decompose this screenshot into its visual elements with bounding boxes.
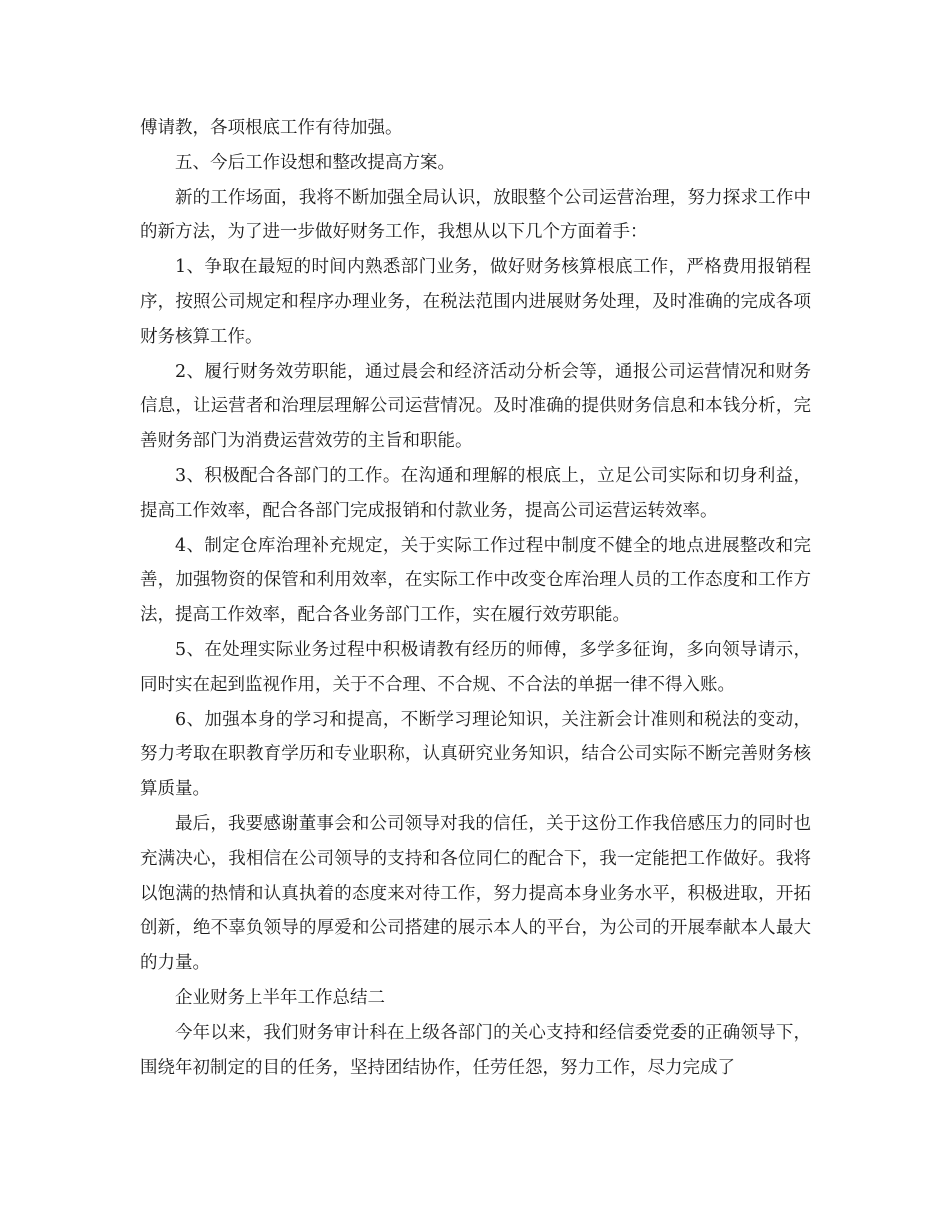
paragraph-closing: 最后，我要感谢董事会和公司领导对我的信任，关于这份工作我倍感压力的同时也充满决心，我相信在公司领导的支持和各位同仁的配合下，我一定能把工作做好。我将以饱满的热情和认真执着的态度来对待工作，努力提高本身业务水平，积极进取，开拓创新，绝不辜负领导的厚爱和公司搭建的展示本人的平台，为公司的开展奉献本人最大的力量。 (140, 813, 811, 974)
section-title-summary-two: 企业财务上半年工作总结二 (175, 987, 385, 1008)
list-item-3: 3、积极配合各部门的工作。在沟通和理解的根底上，立足公司实际和切身利益，提高工作效率，配合各部门完成报销和付款业务，提高公司运营运转效率。 (140, 465, 811, 521)
list-item-6: 6、加强本身的学习和提高，不断学习理论知识，关注新会计准则和税法的变动，努力考取在职教育学历和专业职称，认真研究业务知识，结合公司实际不断完善财务核算质量。 (140, 709, 811, 800)
paragraph-continuation: 傅请教，各项根底工作有待加强。 (140, 118, 403, 138)
list-item-1: 1、争取在最短的时间内熟悉部门业务，做好财务核算根底工作，严格费用报销程序，按照公司规定和程序办理业务，在税法范围内进展财务处理，及时准确的完成各项财务核算工作。 (140, 257, 811, 347)
paragraph-intro: 新的工作场面，我将不断加强全局认识，放眼整个公司运营治理，努力探求工作中的新方法，为了进一步做好财务工作，我想从以下几个方面着手： (140, 187, 811, 243)
section-heading-plans: 五、今后工作设想和整改提高方案。 (175, 152, 455, 173)
paragraph-summary-opening: 今年以来，我们财务审计科在上级各部门的关心支持和经信委党委的正确领导下，围绕年初制定的目的任务，坚持团结协作，任劳任怨，努力工作，尽力完成了 (140, 1022, 811, 1078)
list-item-5: 5、在处理实际业务过程中积极请教有经历的师傅，多学多征询，多向领导请示，同时实在起到监视作用，关于不合理、不合规、不合法的单据一律不得入账。 (140, 639, 811, 695)
list-item-2: 2、履行财务效劳职能，通过晨会和经济活动分析会等，通报公司运营情况和财务信息，让运营者和治理层理解公司运营情况。及时准确的提供财务信息和本钱分析，完善财务部门为消费运营效劳的主旨和职能。 (140, 361, 811, 452)
document-page (140, 111, 811, 1085)
list-item-4: 4、制定仓库治理补充规定，关于实际工作过程中制度不健全的地点进展整改和完善，加强物资的保管和利用效率，在实际工作中改变仓库治理人员的工作态度和工作方法，提高工作效率，配合各业务部门工作，实在履行效劳职能。 (140, 535, 811, 626)
